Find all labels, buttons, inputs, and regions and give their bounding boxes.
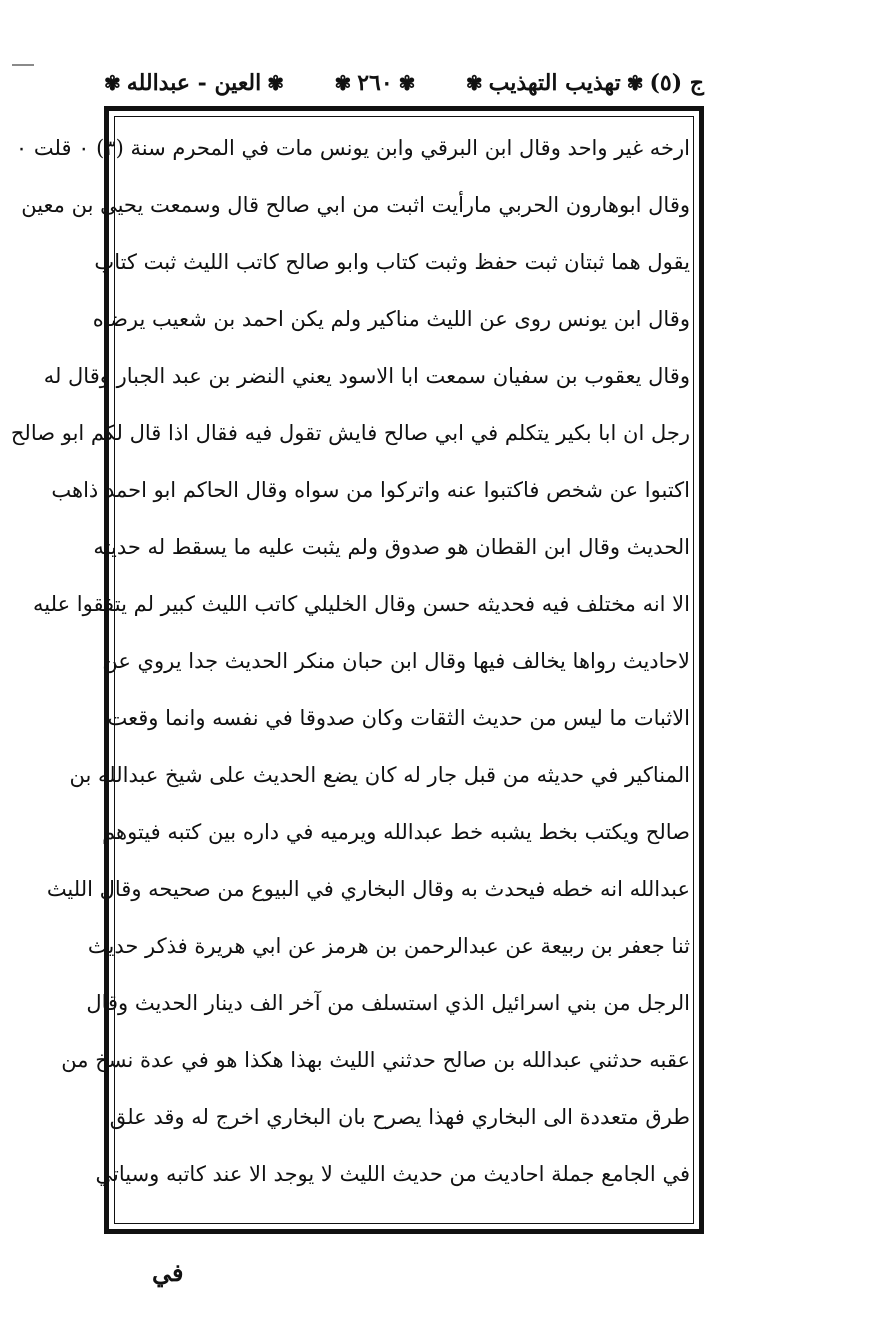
text-line: اكتبوا عن شخص فاكتبوا عنه واتركوا من سواه وقال الحاكم ابو احمد ذاهب [51,478,690,502]
flower-ornament-icon: ✾ [334,71,352,95]
section-title: العين - عبدالله [126,70,262,96]
flower-ornament-icon: ✾ [465,71,483,95]
flower-ornament-icon: ✾ [104,71,121,95]
flower-ornament-icon: ✾ [267,71,285,95]
text-line: الاثبات ما ليس من حديث الثقات وكان صدوقا في نفسه وانما وقعت [107,706,690,730]
body-text [10,128,690,1220]
header-section-segment [104,70,284,96]
text-line: صالح ويكتب بخط يشبه خط عبدالله ويرميه في داره بين كتبه فيتوهم [102,820,690,844]
text-line: ثنا جعفر بن ربيعة عن عبدالرحمن بن هرمز عن ابي هريرة فذكر حديث [87,934,690,958]
text-line: الرجل من بني اسرائيل الذي استسلف من آخر الف دينار الحديث وقال [86,991,690,1015]
text-line: طرق متعددة الى البخاري فهذا يصرح بان البخاري اخرج له وقد علق [109,1105,690,1129]
text-line: الا انه مختلف فيه فحديثه حسن وقال الخليلي كاتب الليث كبير لم يتفقوا عليه [33,592,690,616]
margin-mark [12,64,34,66]
page-header [104,60,704,106]
text-line: وقال يعقوب بن سفيان سمعت ابا الاسود يعني النضر بن عبد الجبار وقال له [43,364,690,388]
text-line: رجل ان ابا بكير يتكلم في ابي صالح فايش تقول فيه فقال اذا قال لكم ابو صالح [10,421,690,445]
text-line: عبدالله انه خطه فيحدث به وقال البخاري في البيوع من صحيحه وقال الليث [46,877,690,901]
catchword: في [152,1258,184,1287]
text-line: المناكير في حديثه من قبل جار له كان يضع الحديث على شيخ عبدالله بن [69,763,690,787]
page-number: ٢٦٠ [357,70,393,96]
text-line: وقال ابن يونس روى عن الليث مناكير ولم يكن احمد بن شعيب يرضاه [92,307,690,331]
book-title: تهذيب التهذيب [488,70,621,96]
text-line: في الجامع جملة احاديث من حديث الليث لا يوجد الا عند كاتبه وسياتي [95,1162,690,1186]
flower-ornament-icon: ✾ [626,71,644,95]
text-line: عقبه حدثني عبدالله بن صالح حدثني الليث بهذا هكذا هو في عدة نسخ من [61,1048,690,1072]
text-line: وقال ابوهارون الحربي مارأيت اثبت من ابي صالح قال وسمعت يحيى بن معين [21,193,690,217]
header-page-segment [334,70,415,96]
flower-ornament-icon: ✾ [398,71,416,95]
text-line: لاحاديث رواها يخالف فيها وقال ابن حبان منكر الحديث جدا يروي عن [102,649,690,673]
text-line: يقول هما ثبتان ثبت حفظ وثبت كتاب وابو صالح كاتب الليث ثبت كتاب [94,250,690,274]
header-volume-segment [466,70,704,96]
text-line: الحديث وقال ابن القطان هو صدوق ولم يثبت عليه ما يسقط له حديثه [93,535,690,559]
text-line: ارخه غير واحد وقال ابن البرقي وابن يونس مات في المحرم سنة (٣) ٠ قلت ٠ [15,136,690,160]
volume-label: ج (٥) [649,70,704,96]
